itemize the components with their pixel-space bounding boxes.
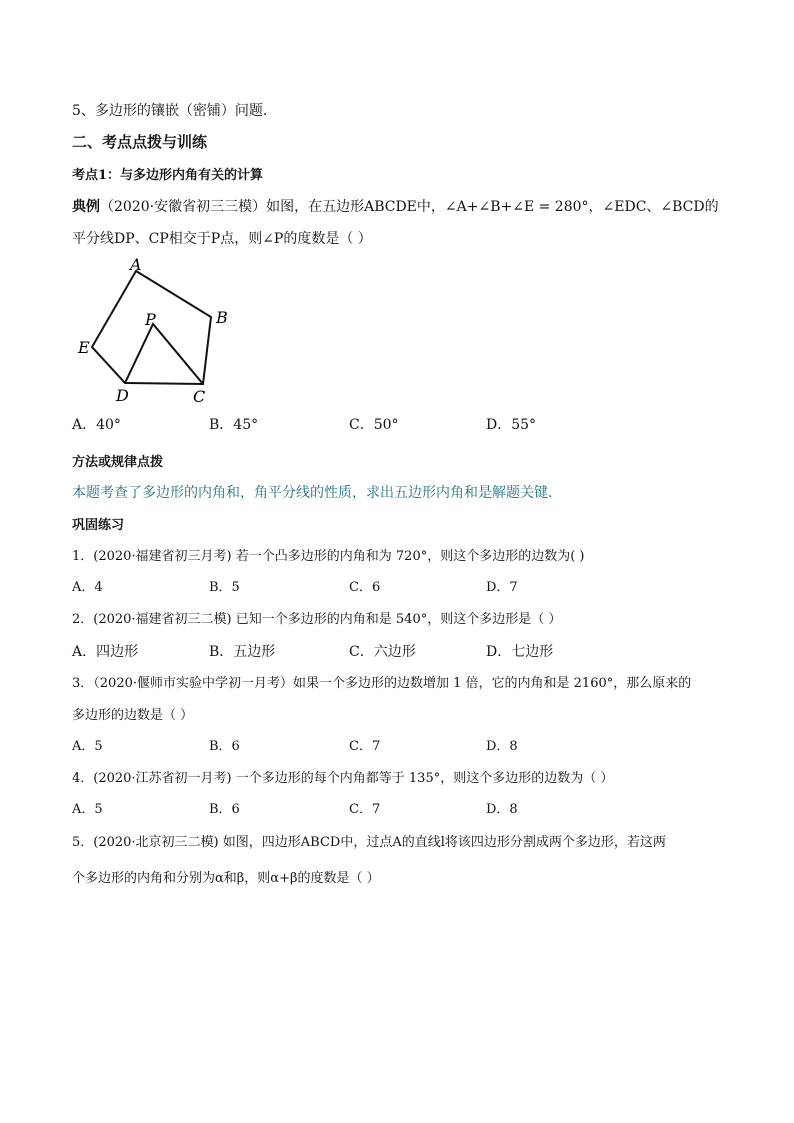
q1-options bbox=[72, 578, 632, 598]
example-label: 典例 bbox=[72, 199, 100, 215]
q5-line-1: 5．(2020·北京初三二模) 如图，四边形ABCD中，过点A的直线l将该四边形分割成两个多边形，若这两 bbox=[72, 835, 666, 850]
option-d: D．55° bbox=[486, 417, 537, 433]
vertex-label-c: C bbox=[193, 387, 206, 405]
q4-text: 4．(2020·江苏省初一月考) 一个多边形的每个内角都等于 135°，则这个多边形的边数为（ ） bbox=[72, 771, 614, 786]
option-b: B．5 bbox=[209, 580, 240, 595]
option-b: B．6 bbox=[209, 739, 240, 754]
q3-line-2: 多边形的边数是（ ） bbox=[72, 708, 194, 723]
option-a: A．5 bbox=[72, 739, 103, 754]
example-options bbox=[72, 415, 632, 435]
q4-options bbox=[72, 800, 632, 820]
pentagon-figure bbox=[74, 255, 244, 405]
q3-options bbox=[72, 737, 632, 757]
option-d: D．8 bbox=[486, 802, 518, 817]
q5-line-2: 个多边形的内角和分别为α和β，则α+β的度数是（ ） bbox=[72, 871, 380, 886]
q2-text: 2．(2020·福建省初三二模) 已知一个多边形的内角和是 540°，则这个多边形是（ ） bbox=[72, 612, 562, 627]
option-d: D．7 bbox=[486, 580, 518, 595]
angle-bisector-lines bbox=[125, 324, 203, 384]
method-title: 方法或规律点拨 bbox=[72, 455, 164, 470]
vertex-label-p: P bbox=[145, 310, 156, 329]
option-c: C．六边形 bbox=[349, 644, 416, 660]
option-a: A．四边形 bbox=[72, 644, 139, 660]
option-d: D．七边形 bbox=[486, 644, 554, 660]
option-a: A．5 bbox=[72, 802, 103, 817]
option-c: C．6 bbox=[349, 580, 381, 595]
vertex-label-e: E bbox=[78, 338, 90, 357]
option-b: B．45° bbox=[209, 417, 259, 433]
section-title: 二、考点点拨与训练 bbox=[72, 133, 208, 151]
example-line-2: 平分线DP、CP相交于P点，则∠P的度数是（ ） bbox=[72, 231, 372, 247]
method-text: 本题考查了多边形的内角和，角平分线的性质，求出五边形内角和是解题关键． bbox=[72, 485, 562, 501]
example-line-1 bbox=[72, 197, 719, 217]
example-text-1: （2020·安徽省初三三模）如图，在五边形ABCDE中，∠A+∠B+∠E = 280°，∠EDC、∠BCD的 bbox=[100, 199, 719, 215]
kaodian-title: 考点1：与多边形内角有关的计算 bbox=[72, 168, 264, 183]
q3-line-1: 3．（2020·偃师市实验中学初一月考）如果一个多边形的边数增加 1 倍，它的内角和是 2160°，那么原来的 bbox=[72, 676, 692, 691]
option-c: C．7 bbox=[349, 802, 381, 817]
option-d: D．8 bbox=[486, 739, 518, 754]
option-b: B．6 bbox=[209, 802, 240, 817]
practice-title: 巩固练习 bbox=[72, 518, 125, 533]
q1-text: 1．(2020·福建省初三月考) 若一个凸多边形的内角和为 720°，则这个多边形的边数为( ) bbox=[72, 549, 585, 564]
option-c: C．50° bbox=[349, 417, 399, 433]
vertex-label-d: D bbox=[116, 386, 129, 405]
option-a: A．4 bbox=[72, 580, 103, 595]
intro-item: 5、多边形的镶嵌（密铺）问题. bbox=[72, 103, 268, 119]
option-b: B．五边形 bbox=[209, 644, 276, 660]
option-a: A．40° bbox=[72, 417, 121, 433]
vertex-label-b: B bbox=[216, 308, 228, 327]
option-c: C．7 bbox=[349, 739, 381, 754]
vertex-label-a: A bbox=[130, 255, 142, 274]
q2-options bbox=[72, 642, 632, 662]
